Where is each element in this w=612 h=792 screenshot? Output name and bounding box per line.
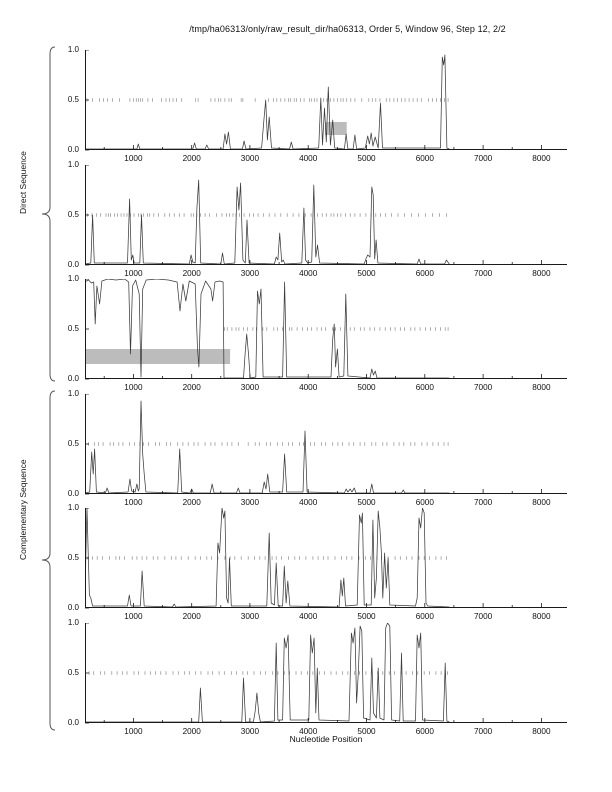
x-tick-label: 4000 bbox=[299, 383, 318, 393]
plot-title: /tmp/ha06313/only/raw_result_dir/ha06313, Order 5, Window 96, Step 12, 2/2 bbox=[189, 24, 506, 34]
gene-box bbox=[325, 122, 347, 135]
x-tick-label: 1000 bbox=[124, 497, 143, 507]
x-tick-label: 3000 bbox=[240, 497, 260, 507]
probability-curve bbox=[85, 180, 449, 264]
x-tick-label: 6000 bbox=[415, 727, 434, 736]
x-tick-label: 5000 bbox=[357, 497, 376, 507]
plot-direct-frame-2 bbox=[85, 165, 567, 280]
x-tick-label: 8000 bbox=[532, 612, 551, 622]
x-tick-label: 7000 bbox=[473, 612, 493, 622]
y-tick-label: 0.0 bbox=[67, 603, 79, 613]
x-tick-label: 1000 bbox=[124, 612, 143, 622]
y-axis-labels bbox=[56, 503, 81, 613]
x-tick-label: 2000 bbox=[182, 268, 201, 278]
x-tick-label: 5000 bbox=[357, 383, 376, 393]
y-tick-label: 0.5 bbox=[67, 209, 79, 219]
plot-direct-frame-1 bbox=[85, 50, 567, 165]
plot-direct-frame-3 bbox=[85, 279, 567, 394]
x-tick-label: 4000 bbox=[299, 612, 318, 622]
y-tick-label: 1.0 bbox=[67, 274, 79, 284]
panel-direct-frame-3 bbox=[56, 274, 567, 394]
axes bbox=[85, 623, 567, 723]
y-axis-labels bbox=[56, 618, 81, 727]
y-tick-label: 0.0 bbox=[67, 145, 79, 154]
y-tick-label: 0.5 bbox=[67, 95, 79, 104]
x-tick-label: 5000 bbox=[357, 612, 376, 622]
x-tick-label: 1000 bbox=[124, 383, 143, 393]
y-tick-label: 0.5 bbox=[67, 438, 79, 448]
y-tick-label: 0.0 bbox=[67, 718, 79, 727]
panel-complementary-frame-1 bbox=[56, 388, 567, 509]
y-axis-labels bbox=[56, 274, 81, 384]
y-tick-label: 0.5 bbox=[67, 553, 79, 563]
x-tick-label: 2000 bbox=[182, 727, 201, 736]
y-axis-labels bbox=[56, 45, 81, 154]
probability-curve bbox=[85, 55, 449, 149]
x-tick-label: 2000 bbox=[182, 383, 201, 393]
x-tick-label: 2000 bbox=[182, 154, 201, 163]
x-tick-label: 6000 bbox=[415, 154, 434, 163]
orf-marks-row bbox=[87, 98, 448, 101]
y-tick-label: 0.5 bbox=[67, 324, 79, 334]
y-tick-label: 0.0 bbox=[67, 374, 79, 384]
x-tick-label: 7000 bbox=[473, 154, 493, 163]
y-tick-label: 1.0 bbox=[67, 618, 79, 627]
x-ticks bbox=[104, 489, 551, 507]
panel-direct-frame-1 bbox=[56, 45, 567, 165]
x-tick-label: 5000 bbox=[357, 268, 376, 278]
x-tick-label: 1000 bbox=[124, 154, 143, 163]
probability-curve bbox=[85, 401, 449, 493]
x-tick-label: 7000 bbox=[473, 497, 493, 507]
y-tick-label: 1.0 bbox=[67, 45, 79, 54]
y-tick-label: 1.0 bbox=[67, 503, 79, 513]
x-tick-label: 6000 bbox=[415, 268, 434, 278]
x-tick-label: 3000 bbox=[240, 727, 260, 736]
plot-complementary-frame-2 bbox=[85, 508, 567, 623]
axes bbox=[85, 508, 567, 608]
x-tick-label: 2000 bbox=[182, 497, 201, 507]
x-tick-label: 3000 bbox=[240, 154, 260, 163]
x-axis-title: Nucleotide Position bbox=[289, 734, 363, 744]
y-tick-label: 1.0 bbox=[67, 388, 79, 398]
plot-complementary-frame-3 bbox=[85, 623, 567, 738]
y-tick-label: 0.5 bbox=[67, 668, 79, 677]
x-tick-label: 4000 bbox=[299, 497, 318, 507]
orf-marks-row bbox=[225, 327, 449, 330]
panel-complementary-frame-2 bbox=[56, 503, 567, 623]
complementary-sequence-brace bbox=[42, 391, 55, 730]
x-tick-label: 1000 bbox=[124, 727, 143, 736]
y-tick-label: 0.0 bbox=[67, 259, 79, 269]
x-ticks bbox=[104, 145, 551, 163]
x-tick-label: 3000 bbox=[240, 268, 260, 278]
x-tick-label: 7000 bbox=[473, 268, 493, 278]
probability-curve bbox=[85, 508, 449, 607]
x-tick-label: 7000 bbox=[473, 383, 493, 393]
x-tick-label: 3000 bbox=[240, 383, 260, 393]
orf-marks-row bbox=[89, 671, 447, 674]
x-tick-label: 8000 bbox=[532, 727, 551, 736]
direct-sequence-brace bbox=[42, 47, 55, 381]
x-tick-label: 8000 bbox=[532, 383, 551, 393]
x-tick-label: 3000 bbox=[240, 612, 260, 622]
x-tick-label: 8000 bbox=[532, 154, 551, 163]
x-tick-label: 4000 bbox=[299, 154, 318, 163]
plot-complementary-frame-1 bbox=[85, 394, 567, 509]
x-tick-label: 5000 bbox=[357, 154, 376, 163]
x-tick-label: 8000 bbox=[532, 268, 551, 278]
x-tick-label: 7000 bbox=[473, 727, 493, 736]
x-tick-label: 4000 bbox=[299, 727, 318, 736]
panel-complementary-frame-3 bbox=[56, 618, 567, 738]
x-tick-label: 8000 bbox=[532, 497, 551, 507]
gene-box bbox=[85, 349, 230, 364]
y-axis-labels bbox=[56, 159, 81, 269]
x-tick-label: 4000 bbox=[299, 268, 318, 278]
x-ticks bbox=[104, 260, 551, 278]
y-axis-labels bbox=[56, 388, 81, 498]
x-tick-label: 6000 bbox=[415, 497, 434, 507]
x-tick-label: 6000 bbox=[415, 612, 434, 622]
x-tick-label: 5000 bbox=[357, 727, 376, 736]
orf-marks-row bbox=[88, 557, 447, 560]
x-ticks bbox=[104, 603, 551, 621]
x-tick-label: 2000 bbox=[182, 612, 201, 622]
y-tick-label: 0.0 bbox=[67, 488, 79, 498]
x-tick-label: 6000 bbox=[415, 383, 434, 393]
genemark-plot-page: /tmp/ha06313/only/raw_result_dir/ha06313, Order 5, Window 96, Step 12, 2/2 Direct Sequence Complementary Sequence 0.0 0.5 1.0 1000 2000 3000 4000 5000 6000 7000 8000 0.0 0.5 1.0 1000 2000 3000 4000 5000 6000 7000 8000 0.0 0.5 1.0 1000 2000 3000 4000 5000 6000 7000 8000 0.0 0.5 1.0 1000 2000 3000 4000 5000 6000 7000 8000 0.0 0.5 1.0 1000 2000 3000 4000 5000 6000 7000 8000 0.0 0.5 1.0 1000 2000 3000 4000 5000 6000 7000 8000 Nucleotide Position bbox=[0, 0, 612, 792]
panel-direct-frame-2 bbox=[56, 159, 567, 280]
x-tick-label: 1000 bbox=[124, 268, 143, 278]
y-tick-label: 1.0 bbox=[67, 159, 79, 169]
